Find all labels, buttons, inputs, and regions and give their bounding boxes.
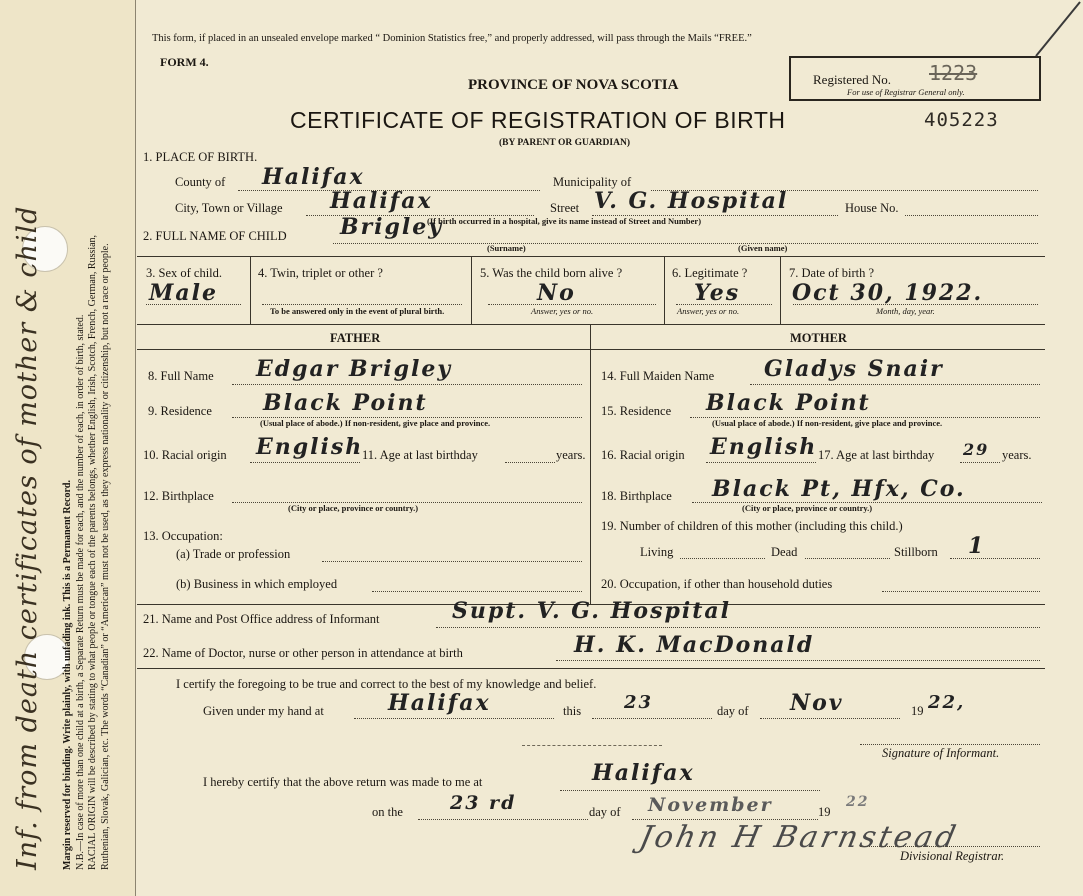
mother-racial-label: 16. Racial origin <box>601 448 685 462</box>
hospital-note: (If birth occurred in a hospital, give its name instead of Street and Number) <box>427 216 702 226</box>
stillborn-value: 1 <box>968 533 986 559</box>
this-label: this <box>563 704 582 718</box>
alive-label: 5. Was the child born alive ? <box>480 266 623 280</box>
dob-value: Oct 30, 1922. <box>792 280 984 306</box>
binding-margin <box>0 0 136 896</box>
occupation-label: 13. Occupation: <box>143 529 223 543</box>
children-count-label: 19. Number of children of this mother (including this child.) <box>601 519 903 533</box>
year-prefix: 19 <box>911 704 924 718</box>
father-abode-note: (Usual place of abode.) If non-resident, give place and province. <box>260 418 491 428</box>
stamped-number: 405223 <box>924 109 999 131</box>
twin-label: 4. Twin, triplet or other ? <box>258 266 383 280</box>
father-residence-label: 9. Residence <box>148 404 212 418</box>
certify-statement: I certify the foregoing to be true and correct to the best of my knowledge and belief. <box>176 677 597 691</box>
city-label: City, Town or Village <box>175 201 283 215</box>
trade-label: (a) Trade or profession <box>176 547 291 561</box>
county-value: Halifax <box>262 164 365 190</box>
registrar-statement: I hereby certify that the above return was made to me at <box>203 775 483 789</box>
registrar-year-value: 22 <box>846 794 870 810</box>
day-of-label: day of <box>717 704 749 718</box>
mother-abode-note: (Usual place of abode.) If non-resident, give place and province. <box>712 418 943 428</box>
street-value: V. G. Hospital <box>594 188 789 214</box>
registrar-caption: Divisional Registrar. <box>900 849 1005 863</box>
mother-residence-label: 15. Residence <box>601 404 672 418</box>
father-birthplace-note: (City or place, province or country.) <box>288 503 419 513</box>
dob-note: Month, day, year. <box>876 306 935 316</box>
place-of-birth-label: 1. PLACE OF BIRTH. <box>143 150 258 164</box>
dead-label: Dead <box>771 545 798 559</box>
informant-label: 21. Name and Post Office address of Informant <box>143 612 380 626</box>
sex-label: 3. Sex of child. <box>146 266 223 280</box>
given-under-label: Given under my hand at <box>203 704 324 718</box>
margin-line: N.B.—In case of more than one child at a birth, a Separate Return must be made for each, and the number of each, in order of birth, stated. <box>74 314 86 870</box>
twin-note: To be answered only in the event of plural birth. <box>270 306 445 316</box>
margin-instructions <box>62 30 112 870</box>
registrar-note: For use of Registrar General only. <box>847 87 965 97</box>
informant-signature-caption: Signature of Informant. <box>882 746 1000 760</box>
margin-line: Margin reserved for binding. Write plainly, with unfading ink. This is a Permanent Record. <box>62 480 73 870</box>
dob-label: 7. Date of birth ? <box>789 266 875 280</box>
alive-value: No <box>537 280 576 306</box>
city-value: Halifax <box>330 188 433 214</box>
margin-handwritten-note: Inf. from death certificates of mother & child <box>12 205 43 870</box>
registered-value: 1223 <box>929 61 978 85</box>
sex-value: Male <box>149 280 218 306</box>
mother-age-value: 29 <box>963 440 990 459</box>
given-place-value: Halifax <box>388 690 491 716</box>
mother-name-value: Gladys Snair <box>764 356 944 382</box>
informant-value: Supt. V. G. Hospital <box>452 598 731 624</box>
child-surname-value: Brigley <box>340 214 444 240</box>
mother-racial-value: English <box>710 434 818 460</box>
mother-age-label: 17. Age at last birthday <box>818 448 935 462</box>
mailing-note: This form, if placed in an unsealed envelope marked “ Dominion Statistics free,” and properly addressed, will pass through the Mails “FREE.” <box>152 33 752 44</box>
doctor-value: H. K. MacDonald <box>574 632 815 658</box>
mother-birthplace-note: (City or place, province or country.) <box>742 503 873 513</box>
mother-birthplace-label: 18. Birthplace <box>601 489 672 503</box>
registered-number-box <box>789 56 1041 101</box>
surname-caption: (Surname) <box>487 243 526 253</box>
child-name-label: 2. FULL NAME OF CHILD <box>143 229 287 243</box>
father-age-unit: years. <box>556 448 586 462</box>
house-no-label: House No. <box>845 201 899 215</box>
doctor-label: 22. Name of Doctor, nurse or other person in attendance at birth <box>143 646 463 660</box>
alive-note: Answer, yes or no. <box>531 306 594 316</box>
registered-label: Registered No. <box>813 72 891 87</box>
form-subtitle: (BY PARENT OR GUARDIAN) <box>499 138 630 148</box>
registrar-signature: John H Barnstead <box>636 820 962 855</box>
father-racial-value: English <box>256 434 364 460</box>
stillborn-label: Stillborn <box>894 545 938 559</box>
father-racial-label: 10. Racial origin <box>143 448 227 462</box>
margin-line: RACIAL ORIGIN will be described by stating to what people or tongue each of the parents belongs, whether English, Irish, Scotch, French, German, Russian, <box>87 234 98 870</box>
registrar-day-of-label: day of <box>589 805 621 819</box>
mother-age-unit: years. <box>1002 448 1032 462</box>
form-title: CERTIFICATE OF REGISTRATION OF BIRTH <box>290 107 786 133</box>
pencil-mark <box>1028 0 1083 60</box>
mother-residence-value: Black Point <box>706 390 871 416</box>
legitimate-label: 6. Legitimate ? <box>672 266 748 280</box>
mother-birthplace-value: Black Pt, Hfx, Co. <box>712 476 966 502</box>
cert-year-value: 22, <box>928 692 966 713</box>
father-age-label: 11. Age at last birthday <box>362 448 478 462</box>
margin-line: Ruthenian, Slovak, Galician, etc. The words “Canadian” or “American” must not be used, as they express nationality or citizenship, but not a race or people. <box>99 243 111 870</box>
county-label: County of <box>175 175 226 189</box>
mother-heading: MOTHER <box>790 331 847 345</box>
on-the-label: on the <box>372 805 403 819</box>
legitimate-note: Answer, yes or no. <box>677 306 740 316</box>
business-label: (b) Business in which employed <box>176 577 338 591</box>
registrar-place-value: Halifax <box>592 760 695 786</box>
province-heading: PROVINCE OF NOVA SCOTIA <box>468 77 679 93</box>
cert-day-value: 23 <box>624 692 654 713</box>
form-number: FORM 4. <box>160 55 209 69</box>
municipality-label: Municipality of <box>553 175 632 189</box>
living-label: Living <box>640 545 674 559</box>
mother-name-label: 14. Full Maiden Name <box>601 369 715 383</box>
father-name-label: 8. Full Name <box>148 369 214 383</box>
registrar-year-prefix: 19 <box>818 805 831 819</box>
mother-occupation-label: 20. Occupation, if other than household duties <box>601 577 833 591</box>
father-name-value: Edgar Brigley <box>256 356 453 382</box>
father-birthplace-label: 12. Birthplace <box>143 489 214 503</box>
legitimate-value: Yes <box>694 280 741 306</box>
cert-month-value: Nov <box>790 690 844 716</box>
registrar-day-value: 23 rd <box>450 792 517 814</box>
street-label: Street <box>550 201 580 215</box>
father-residence-value: Black Point <box>263 390 428 416</box>
father-heading: FATHER <box>330 331 381 345</box>
registrar-month-value: November <box>648 794 773 816</box>
given-name-caption: (Given name) <box>738 243 788 253</box>
